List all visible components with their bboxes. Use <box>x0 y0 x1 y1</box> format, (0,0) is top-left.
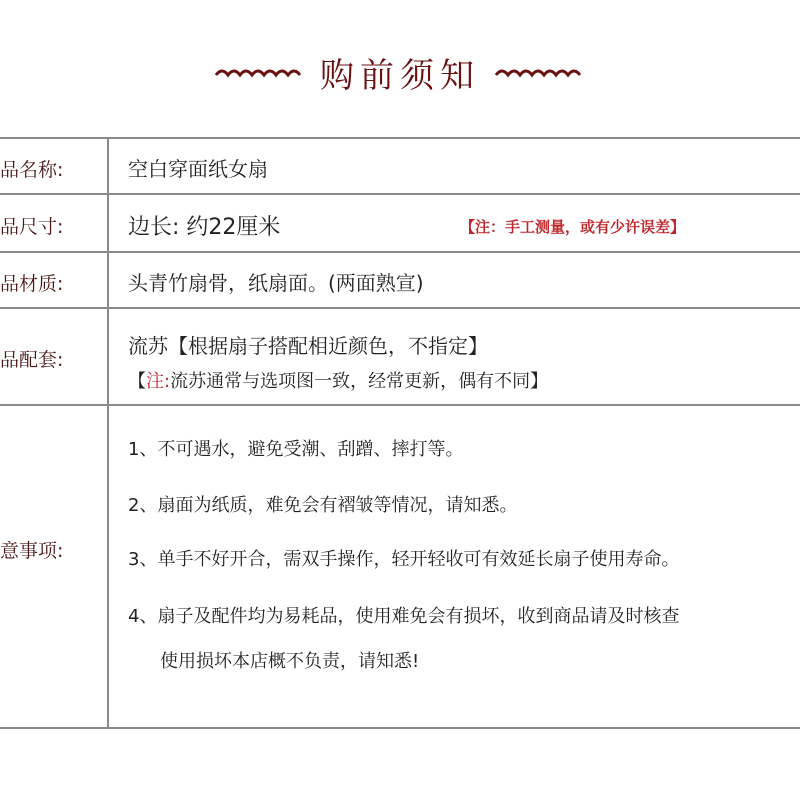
note-label: 注: <box>146 371 171 392</box>
divider <box>0 404 800 406</box>
divider <box>0 137 800 139</box>
page-title <box>0 48 800 97</box>
divider <box>0 727 800 729</box>
bracket: 【 <box>128 371 146 392</box>
row-label-size: 品尺寸: <box>0 216 64 238</box>
column-divider <box>107 138 109 728</box>
row-label-material: 品材质: <box>0 273 64 295</box>
row-label-name: 品名称: <box>0 159 64 181</box>
row-value-name: 空白穿面纸女扇 <box>128 157 268 181</box>
notice-item: 1、不可遇水，避免受潮、刮蹭、摔打等。 <box>128 439 464 460</box>
accessory-note <box>128 367 548 393</box>
row-value-accessory: 流苏【根据扇子搭配相近颜色，不指定】 <box>128 334 488 358</box>
note-text: 流苏通常与选项图一致，经常更新，偶有不同】 <box>170 371 549 392</box>
notice-item-continuation: 使用损坏本店概不负责，请知悉! <box>160 651 420 672</box>
wave-ornament-right-icon <box>494 66 586 80</box>
row-value-size: 边长: 约22厘米 <box>128 215 281 240</box>
divider <box>0 193 800 195</box>
notice-item: 4、扇子及配件均为易耗品，使用难免会有损坏，收到商品请及时核查 <box>128 606 680 627</box>
row-label-accessory: 品配套: <box>0 349 64 371</box>
size-note: 【注：手工测量，或有少许误差】 <box>460 218 686 236</box>
row-value-material: 头青竹扇骨，纸扇面。(两面熟宣) <box>128 271 424 295</box>
divider <box>0 307 800 309</box>
title-text: 购前须知 <box>320 56 480 96</box>
row-label-notice: 意事项: <box>0 540 64 562</box>
notice-item: 2、扇面为纸质，难免会有褶皱等情况，请知悉。 <box>128 495 518 516</box>
divider <box>0 251 800 253</box>
notice-item: 3、单手不好开合，需双手操作，轻开轻收可有效延长扇子使用寿命。 <box>128 549 680 570</box>
wave-ornament-left-icon <box>214 66 306 80</box>
